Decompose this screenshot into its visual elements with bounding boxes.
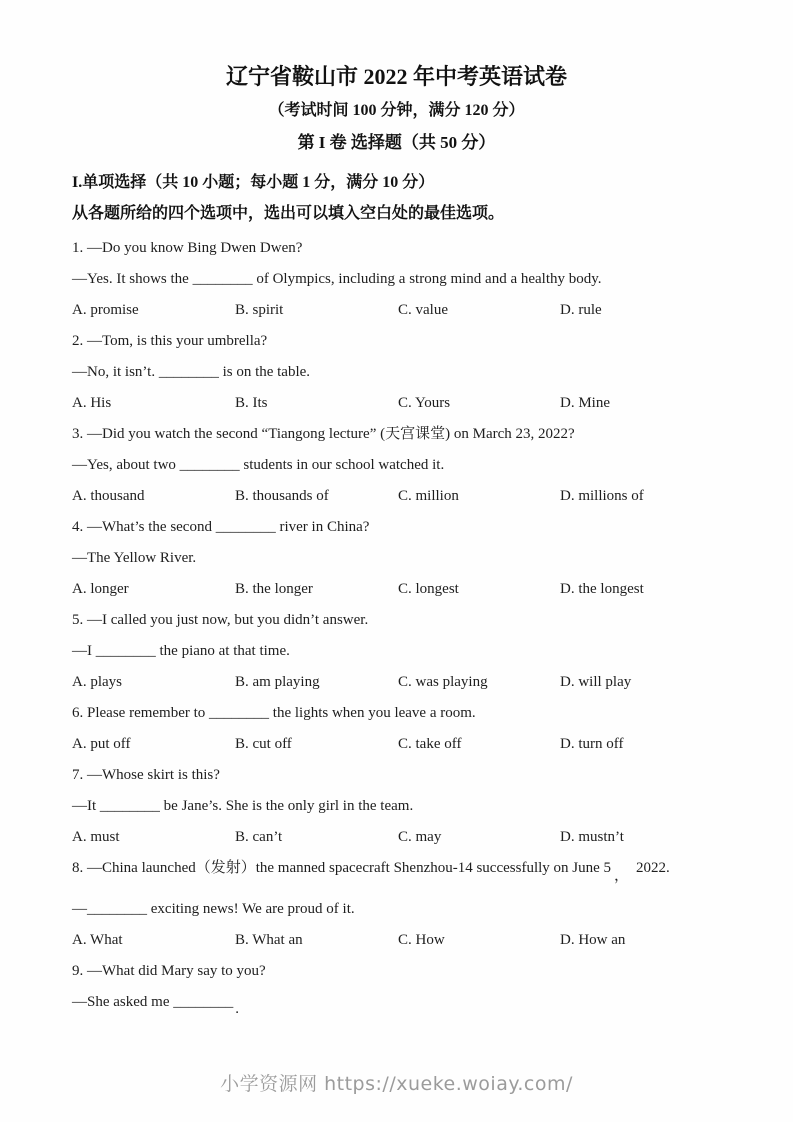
option-d: D. millions of	[560, 488, 644, 504]
option-c: C. take off	[398, 736, 462, 752]
question-list	[72, 233, 721, 1018]
question-6	[72, 698, 721, 760]
question-reply: —I ________ the piano at that time.	[72, 643, 290, 659]
question-reply: —It ________ be Jane’s. She is the only girl in the team.	[72, 798, 414, 814]
option-a: A. What	[72, 932, 123, 948]
paper-title: 辽宁省鞍山市 2022 年中考英语试卷	[225, 64, 567, 89]
option-b: B. Its	[235, 395, 268, 411]
dropped-period: .	[235, 1001, 239, 1017]
option-b: B. spirit	[235, 302, 284, 318]
question-9	[72, 956, 721, 1018]
option-b: B. thousands of	[235, 488, 329, 504]
option-a: A. His	[72, 395, 112, 411]
question-reply: —Yes. It shows the ________ of Olympics, including a strong mind and a healthy body.	[72, 271, 602, 287]
option-b: B. the longer	[235, 581, 313, 597]
option-b: B. can’t	[235, 829, 283, 845]
question-7	[72, 760, 721, 853]
option-c: C. may	[398, 829, 442, 845]
question-stem: 1. —Do you know Bing Dwen Dwen?	[72, 240, 303, 256]
question-5	[72, 605, 721, 698]
option-d: D. the longest	[560, 581, 644, 597]
option-d: D. How an	[560, 932, 626, 948]
question-stem	[72, 853, 721, 884]
section-heading: I.单项选择（共 10 小题；每小题 1 分，满分 10 分）	[72, 174, 435, 191]
question-options	[72, 295, 721, 326]
option-c: C. value	[398, 302, 448, 318]
reply-text: —She asked me ________	[72, 994, 234, 1010]
option-c: C. million	[398, 488, 459, 504]
question-reply: —________ exciting news! We are proud of it.	[72, 901, 355, 917]
option-d: D. turn off	[560, 736, 624, 752]
question-reply: —The Yellow River.	[72, 550, 197, 566]
question-stem: 6. Please remember to ________ the lights when you leave a room.	[72, 705, 476, 721]
exam-info: （考试时间 100 分钟，满分 120 分）	[268, 102, 525, 119]
question-options	[72, 925, 721, 956]
question-stem: 4. —What’s the second ________ river in China?	[72, 519, 370, 535]
question-stem: 3. —Did you watch the second “Tiangong lecture” (天宫课堂) on March 23, 2022?	[72, 426, 575, 442]
question-options	[72, 481, 721, 512]
option-c: C. was playing	[398, 674, 488, 690]
option-a: A. plays	[72, 674, 122, 690]
question-options	[72, 822, 721, 853]
question-reply	[72, 987, 721, 1018]
question-1	[72, 233, 721, 326]
question-stem: 5. —I called you just now, but you didn’t answer.	[72, 612, 369, 628]
option-a: A. must	[72, 829, 120, 845]
option-d: D. mustn’t	[560, 829, 624, 845]
question-stem: 9. —What did Mary say to you?	[72, 963, 266, 979]
option-a: A. promise	[72, 302, 139, 318]
option-b: B. cut off	[235, 736, 292, 752]
question-3	[72, 419, 721, 512]
option-d: D. will play	[560, 674, 632, 690]
stem-text-after-comma: 2022.	[636, 860, 670, 876]
option-c: C. Yours	[398, 395, 451, 411]
option-c: C. How	[398, 932, 445, 948]
option-d: D. Mine	[560, 395, 610, 411]
question-8	[72, 853, 721, 956]
option-a: A. longer	[72, 581, 129, 597]
option-b: B. am playing	[235, 674, 320, 690]
option-b: B. What an	[235, 932, 303, 948]
option-a: A. put off	[72, 736, 131, 752]
dropped-comma: ，	[614, 868, 630, 884]
stem-text-before-comma: 8. —China launched（发射）the manned spacecraft Shenzhou-14 successfully on June 5	[72, 860, 612, 876]
question-options	[72, 667, 721, 698]
question-options	[72, 388, 721, 419]
question-stem: 7. —Whose skirt is this?	[72, 767, 220, 783]
question-2	[72, 326, 721, 419]
question-options	[72, 729, 721, 760]
question-reply: —No, it isn’t. ________ is on the table.	[72, 364, 311, 380]
section-instruction: 从各题所给的四个选项中，选出可以填入空白处的最佳选项。	[72, 205, 505, 222]
option-c: C. longest	[398, 581, 459, 597]
watermark-footer: 小学资源网 https://xueke.woiay.com/	[220, 1073, 573, 1095]
question-reply: —Yes, about two ________ students in our school watched it.	[72, 457, 445, 473]
question-stem: 2. —Tom, is this your umbrella?	[72, 333, 268, 349]
question-options	[72, 574, 721, 605]
question-4	[72, 512, 721, 605]
option-d: D. rule	[560, 302, 602, 318]
volume-title: 第 I 卷 选择题（共 50 分）	[297, 133, 496, 152]
option-a: A. thousand	[72, 488, 145, 504]
